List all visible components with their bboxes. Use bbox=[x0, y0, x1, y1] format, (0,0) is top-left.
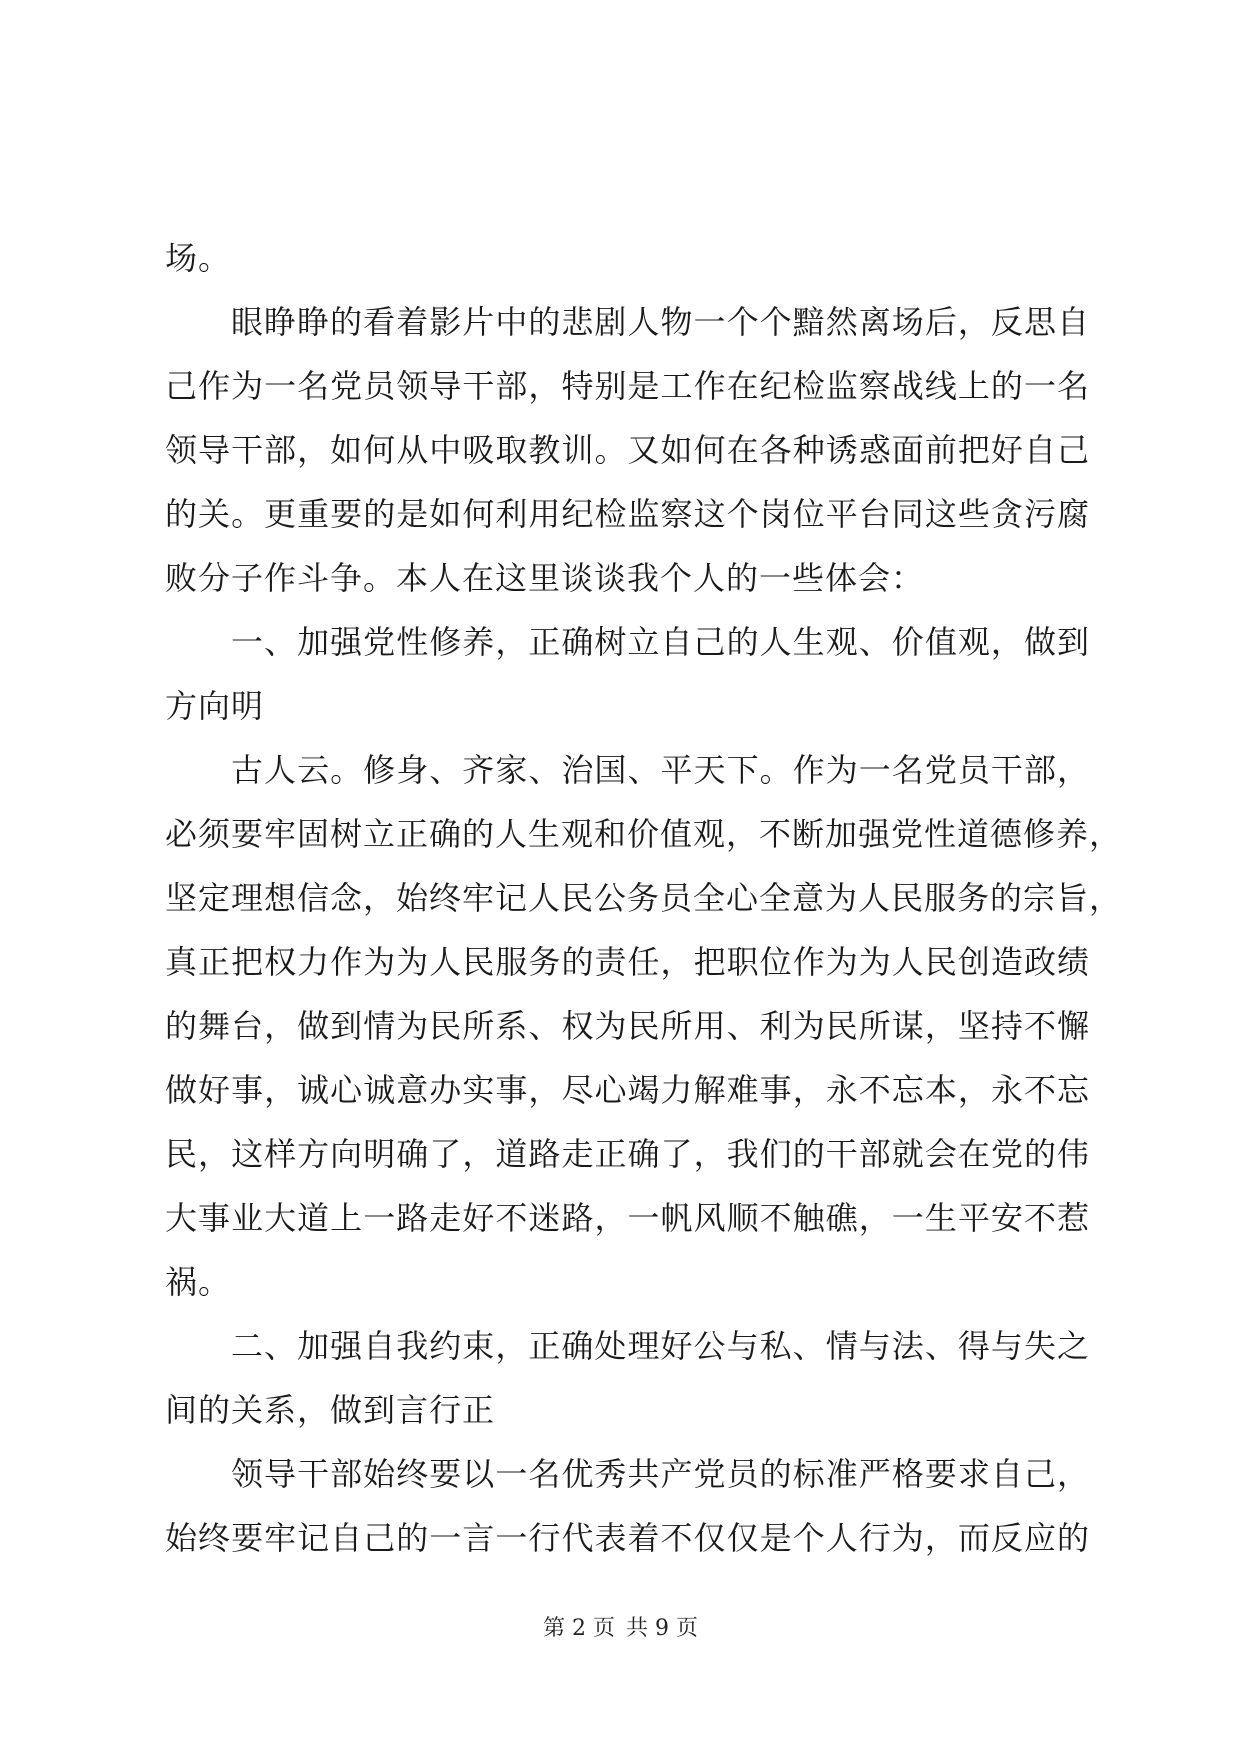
text-line: 始终要牢记自己的一言一行代表着不仅仅是个人行为，而反应的 bbox=[165, 1519, 1090, 1557]
document-body bbox=[165, 226, 1123, 1570]
text-line: 真正把权力作为为人民服务的责任，把职位作为为人民创造政绩 bbox=[165, 943, 1090, 981]
page-number: 第 2 页 bbox=[543, 1616, 615, 1641]
page-total: 共 9 页 bbox=[626, 1616, 698, 1641]
text-line: 的关。更重要的是如何利用纪检监察这个岗位平台同这些贪污腐 bbox=[165, 495, 1090, 533]
text-line: 二、加强自我约束，正确处理好公与私、情与法、得与失之 bbox=[231, 1327, 1090, 1365]
text-line: 古人云。修身、齐家、治国、平天下。作为一名党员干部， bbox=[231, 751, 1090, 789]
text-line: 的舞台，做到情为民所系、权为民所用、利为民所谋，坚持不懈 bbox=[165, 1007, 1090, 1045]
text-line: 一、加强党性修养，正确树立自己的人生观、价值观，做到 bbox=[231, 623, 1090, 661]
text-line: 坚定理想信念，始终牢记人民公务员全心全意为人民服务的宗旨， bbox=[165, 879, 1123, 917]
text-line: 败分子作斗争。本人在这里谈谈我个人的一些体会： bbox=[165, 559, 925, 597]
text-line: 做好事，诚心诚意办实事，尽心竭力解难事，永不忘本，永不忘 bbox=[165, 1071, 1090, 1109]
text-line: 祸。 bbox=[165, 1263, 232, 1301]
page-footer bbox=[0, 1614, 1241, 1644]
text-line: 必须要牢固树立正确的人生观和价值观，不断加强党性道德修养， bbox=[165, 815, 1123, 853]
text-line: 民，这样方向明确了，道路走正确了，我们的干部就会在党的伟 bbox=[165, 1135, 1090, 1173]
text-line: 场。 bbox=[165, 239, 232, 277]
text-line: 间的关系，做到言行正 bbox=[165, 1391, 496, 1429]
text-line: 方向明 bbox=[165, 687, 265, 725]
text-line: 领导干部，如何从中吸取教训。又如何在各种诱惑面前把好自己 bbox=[165, 431, 1090, 469]
text-line: 领导干部始终要以一名优秀共产党员的标准严格要求自己， bbox=[231, 1455, 1090, 1493]
text-line: 眼睁睁的看着影片中的悲剧人物一个个黯然离场后，反思自 bbox=[231, 303, 1090, 341]
text-line: 大事业大道上一路走好不迷路，一帆风顺不触礁，一生平安不惹 bbox=[165, 1199, 1090, 1237]
text-line: 己作为一名党员领导干部，特别是工作在纪检监察战线上的一名 bbox=[165, 367, 1090, 405]
